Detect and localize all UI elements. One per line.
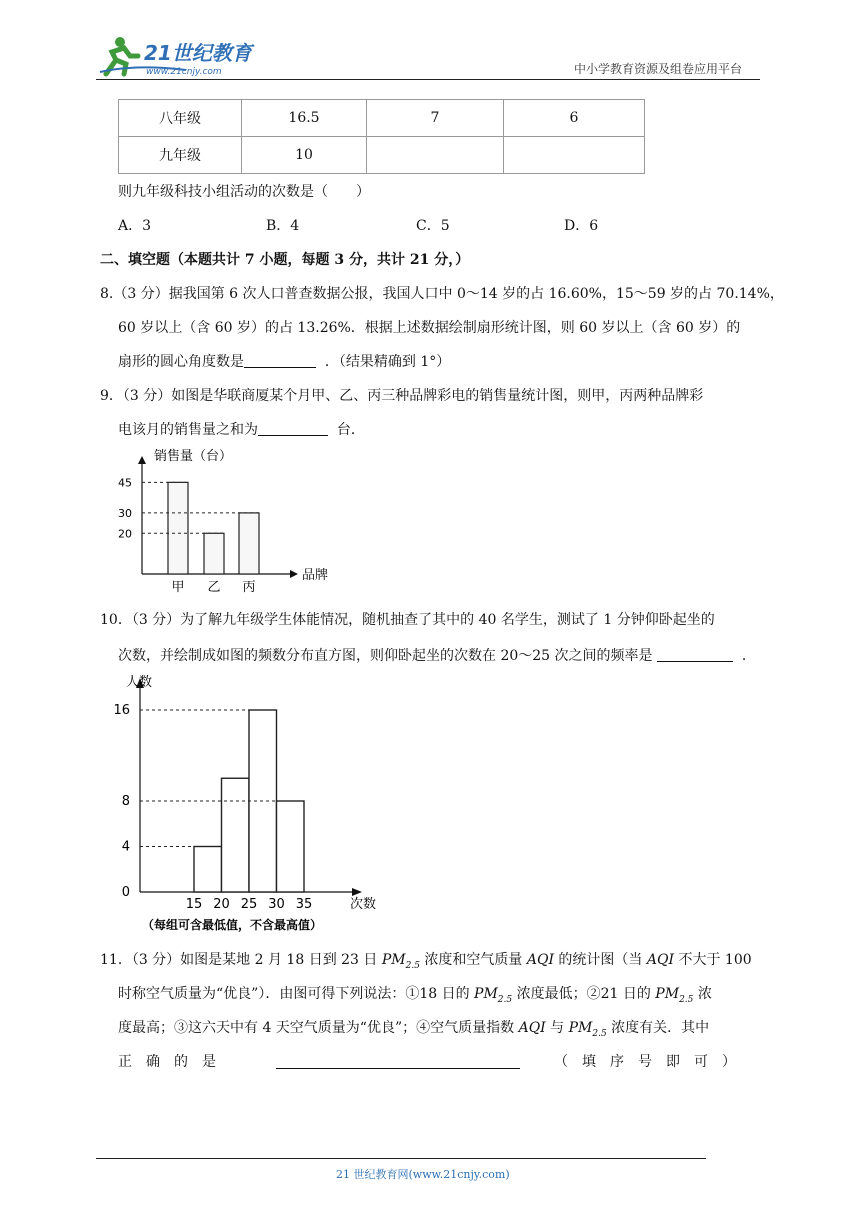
- q9-text-end: 台．: [336, 422, 365, 438]
- x-axis-arrow: [352, 888, 362, 896]
- answer-blank: [244, 353, 316, 368]
- q11-line1: [100, 950, 752, 976]
- x-axis-label: 品牌: [302, 568, 329, 583]
- x-tick-label: 乙: [207, 580, 221, 594]
- pm-sub: 2.5: [405, 960, 420, 971]
- sales-bar-chart: [112, 444, 352, 594]
- table-cell: 九年级: [119, 137, 242, 174]
- x-tick-label: 20: [213, 897, 230, 912]
- q11-text: 浓度和空气质量: [419, 952, 527, 968]
- answer-blank: [258, 421, 328, 436]
- y-axis-label: 人数: [126, 675, 153, 690]
- q11-line3: [118, 1018, 709, 1044]
- y-axis-arrow: [138, 456, 146, 464]
- answer-blank: [657, 647, 733, 662]
- y-tick-label: 0: [121, 885, 130, 900]
- pm-sub: 2.5: [592, 1028, 607, 1039]
- q11-text-end: （ 填 序 号 即 可 ）: [554, 1054, 736, 1070]
- footer-text: 21 世纪教育网(www.21cnjy.com): [336, 1168, 510, 1181]
- histogram-bar: [194, 847, 222, 893]
- histogram-bar: [277, 801, 305, 892]
- q9-text: 电该月的销售量之和为: [118, 422, 258, 438]
- q11-text: 浓度最低；②21 日的: [512, 986, 656, 1002]
- q11-line4: [118, 1052, 758, 1072]
- q7-stem: 则九年级科技小组活动的次数是（ ）: [118, 184, 370, 200]
- q8-line1: 8.（3 分）据我国第 6 次人口普查数据公报，我国人口中 0～14 岁的占 16.60%，15～59 岁的占 70.14%，: [100, 286, 784, 302]
- table-cell: 八年级: [119, 100, 242, 137]
- table-row: [119, 100, 645, 137]
- logo-main-text: 21世纪教育: [144, 41, 252, 65]
- logo-sub-text: www.21cnjy.com: [146, 67, 222, 77]
- x-tick-label: 15: [185, 897, 203, 912]
- q8-line2: 60 岁以上（含 60 岁）的占 13.26%．根据上述数据绘制扇形统计图，则 60 岁以上（含 60 岁）的: [118, 320, 741, 336]
- q10-line1: 10．（3 分）为了解九年级学生体能情况，随机抽查了其中的 40 名学生，测试了 1 分钟仰卧起坐的: [100, 612, 715, 628]
- q11-text: 浓度有关．其中: [606, 1020, 710, 1036]
- q11-text: 时称空气质量为“优良”）．由图可得下列说法：①18 日的: [118, 986, 475, 1002]
- q11-text: 与: [545, 1020, 569, 1036]
- table-cell: 10: [242, 137, 367, 174]
- y-tick-label: 4: [121, 839, 130, 855]
- footer-divider: [96, 1158, 706, 1159]
- bar: [168, 482, 188, 574]
- bar: [204, 533, 224, 574]
- x-axis-arrow: [290, 570, 298, 578]
- runner-icon: [96, 34, 266, 78]
- x-axis-label: 次数: [350, 897, 377, 912]
- x-tick-label: 35: [295, 897, 313, 912]
- q11-text: 11．（3 分）如图是某地 2 月 18 日到 23 日: [100, 952, 382, 968]
- chart-note: （每组可含最低值，不含最高值）: [142, 918, 323, 932]
- pm-term: PM: [381, 952, 406, 968]
- q11-line2: [118, 984, 712, 1010]
- option-c: C．5: [416, 218, 450, 234]
- x-tick-label: 30: [268, 897, 285, 912]
- option-d: D．6: [564, 218, 599, 234]
- q9-line2: [118, 420, 365, 440]
- pm-sub: 2.5: [679, 994, 694, 1005]
- answer-blank: [276, 1054, 520, 1069]
- x-tick-label: 25: [240, 897, 258, 912]
- histogram-chart: [112, 670, 402, 932]
- table-row: [119, 137, 645, 174]
- q8-line3: [118, 352, 450, 372]
- table-cell: [367, 137, 504, 174]
- q11-text: 正 确 的 是: [118, 1054, 216, 1070]
- site-logo: [96, 34, 266, 78]
- q8-text-end: ．（结果精确到 1°）: [324, 354, 451, 370]
- q11-text: 不大于 100: [674, 952, 752, 968]
- header-divider: [96, 79, 760, 80]
- score-table: [118, 99, 645, 174]
- aqi-term: AQI: [518, 1020, 546, 1036]
- table-cell: [504, 137, 645, 174]
- q10-text-end: ．: [741, 648, 756, 664]
- pm-sub: 2.5: [497, 994, 513, 1005]
- histogram-bar: [222, 778, 250, 892]
- table-cell: 6: [504, 100, 645, 137]
- q10-text: 次数，并绘制成如图的频数分布直方图，则仰卧起坐的次数在 20～25 次之间的频率是: [118, 648, 653, 664]
- q8-text: 扇形的圆心角度数是: [118, 354, 244, 370]
- q11-text: 的统计图（当: [553, 952, 647, 968]
- table-cell: 16.5: [242, 100, 367, 137]
- q10-line2: [118, 646, 756, 666]
- x-tick-label: 甲: [171, 580, 185, 594]
- y-tick-label: 8: [121, 794, 130, 809]
- aqi-term: AQI: [646, 952, 675, 968]
- q9-line1: 9．（3 分）如图是华联商厦某个月甲、乙、丙三种品牌彩电的销售量统计图，则甲，丙两种品牌彩: [100, 388, 704, 404]
- x-tick-label: 丙: [242, 580, 256, 594]
- pm-term: PM: [655, 986, 680, 1002]
- q11-text: 浓: [693, 986, 712, 1002]
- pm-term: PM: [568, 1020, 593, 1036]
- bar: [239, 513, 259, 574]
- table-cell: 7: [367, 100, 504, 137]
- q11-text: 度最高；③这六天中有 4 天空气质量为“优良”；④空气质量指数: [118, 1020, 519, 1036]
- section-heading: 二、填空题（本题共计 7 小题，每题 3 分，共计 21 分，）: [100, 252, 470, 268]
- pm-term: PM: [474, 986, 498, 1002]
- aqi-term: AQI: [526, 952, 554, 968]
- option-b: B．4: [266, 218, 300, 234]
- y-tick-label: 20: [118, 527, 132, 541]
- option-a: A．3: [118, 218, 152, 234]
- y-axis-label: 销售量（台）: [154, 449, 233, 464]
- y-tick-label: 45: [118, 476, 132, 490]
- y-tick-label: 16: [113, 703, 130, 718]
- platform-title: 中小学教育资源及组卷应用平台: [574, 62, 743, 76]
- y-tick-label: 30: [118, 506, 132, 520]
